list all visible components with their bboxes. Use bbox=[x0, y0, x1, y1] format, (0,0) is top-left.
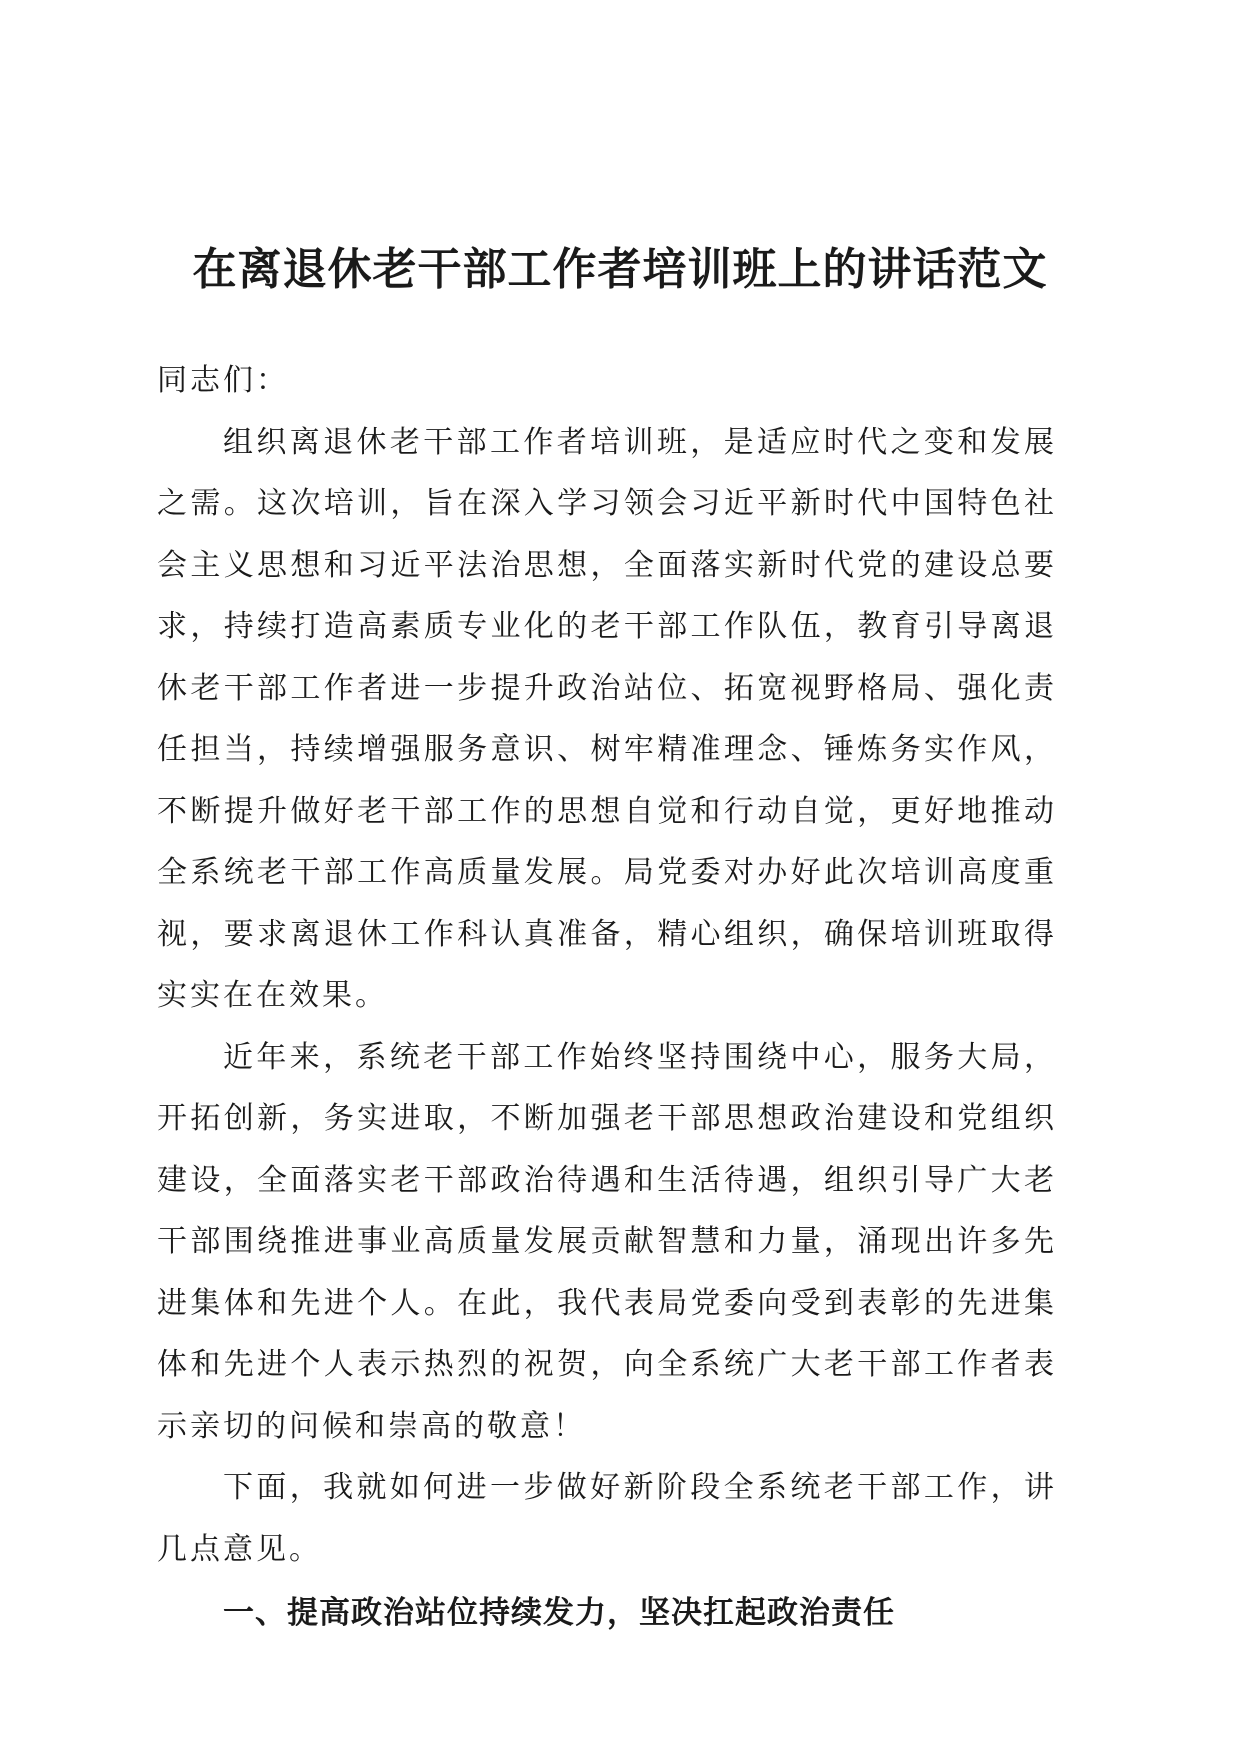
paragraph-achievements: 近年来，系统老干部工作始终坚持围绕中心，服务大局，开拓创新，务实进取，不断加强老干部思想政治建设和党组织建设，全面落实老干部政治待遇和生活待遇，组织引导广大老干部围绕推进事业高质量发展贡献智慧和力量，涌现出许多先进集体和先进个人。在此，我代表局党委向受到表彰的先进集体和先进个人表示热烈的祝贺，向全系统广大老干部工作者表示亲切的问候和崇高的敬意！ bbox=[157, 1039, 1057, 1444]
paragraph-transition: 下面，我就如何进一步做好新阶段全系统老干部工作，讲几点意见。 bbox=[157, 1470, 1057, 1567]
document-title: 在离退休老干部工作者培训班上的讲话范文 bbox=[192, 244, 1048, 295]
salutation: 同志们： bbox=[157, 363, 289, 398]
document-body bbox=[157, 350, 1057, 1646]
paragraph-purpose: 组织离退休老干部工作者培训班，是适应时代之变和发展之需。这次培训，旨在深入学习领会习近平新时代中国特色社会主义思想和习近平法治思想，全面落实新时代党的建设总要求，持续打造高素质专业化的老干部工作队伍，教育引导离退休老干部工作者进一步提升政治站位、拓宽视野格局、强化责任担当，持续增强服务意识、树牢精准理念、锤炼务实作风，不断提升做好老干部工作的思想自觉和行动自觉，更好地推动全系统老干部工作高质量发展。局党委对办好此次培训高度重视，要求离退休工作科认真准备，精心组织，确保培训班取得实实在在效果。 bbox=[157, 424, 1057, 1013]
section-heading: 一、提高政治站位持续发力，坚决扛起政治责任 bbox=[223, 1595, 895, 1631]
